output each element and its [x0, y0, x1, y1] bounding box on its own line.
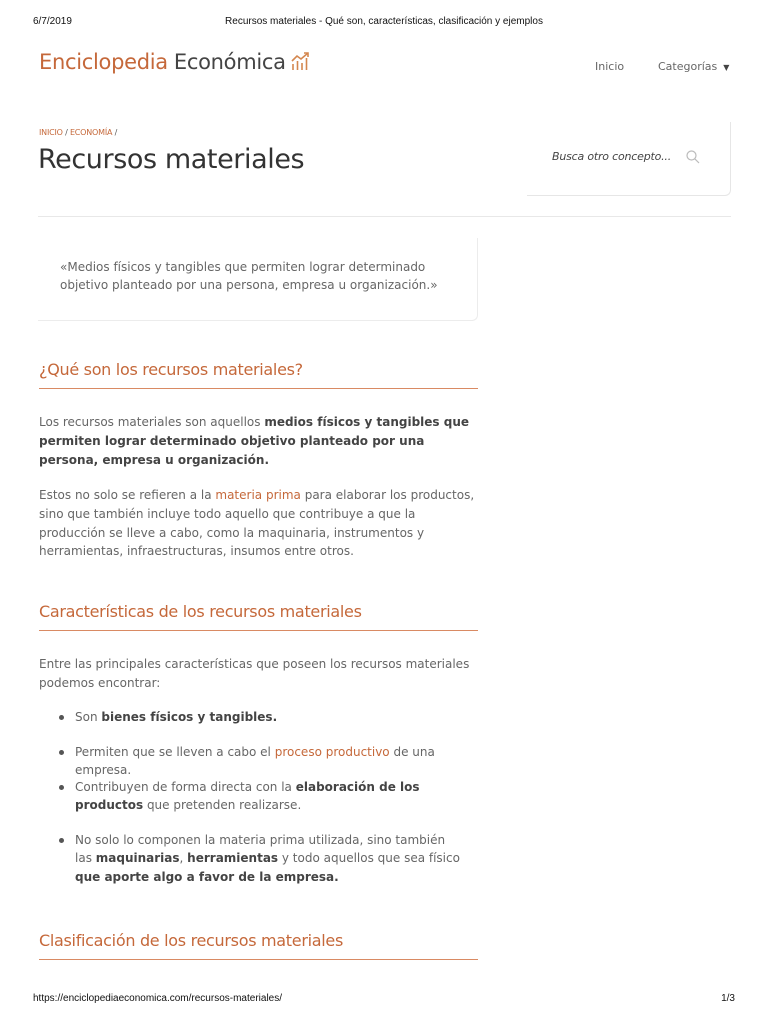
breadcrumb-inicio[interactable]: INICIO [39, 128, 63, 137]
header-divider [38, 216, 731, 217]
nav-categorias-label: Categorías [658, 60, 718, 73]
b4-comma: , [179, 851, 188, 866]
list-item [55, 708, 465, 726]
search-box[interactable] [527, 122, 731, 196]
print-doc-title: Recursos materiales - Qué son, características, clasificación y ejemplos [225, 16, 543, 27]
nav-inicio[interactable]: Inicio [595, 60, 625, 73]
page-title: Recursos materiales [38, 144, 305, 175]
nav-categorias[interactable] [658, 60, 729, 73]
b3-bold: elaboración de los productos [75, 780, 420, 813]
list-item [55, 831, 465, 886]
list-item [55, 778, 465, 815]
definition-quote [38, 238, 478, 321]
b2-text-b: de una empresa. [75, 745, 435, 778]
site-logo[interactable] [39, 50, 311, 74]
link-proceso-productivo[interactable]: proceso productivo [274, 745, 390, 759]
section1-paragraph-2 [39, 486, 479, 561]
b4-bold-1: maquinarias [95, 851, 180, 866]
breadcrumb-economia[interactable]: ECONOMÍA [69, 128, 113, 137]
b3-text-b: que pretenden realizarse. [143, 798, 302, 813]
bar-chart-icon [291, 51, 311, 71]
list-item [55, 743, 465, 780]
breadcrumb-separator: / [65, 128, 68, 137]
b3-text-a: Contribuyen de forma directa con la [75, 780, 296, 794]
logo-text-enciclopedia: Enciclopedia [39, 50, 168, 74]
p1-bold: medios físicos y tangibles que permiten lograr determinado objetivo planteado por una persona, empresa u organización. [39, 415, 470, 467]
breadcrumb-separator: / [114, 128, 118, 137]
section1-paragraph-1 [39, 413, 479, 469]
section-heading-que-son: ¿Qué son los recursos materiales? [39, 360, 478, 389]
print-footer [33, 993, 735, 1004]
print-url: https://enciclopediaeconomica.com/recursos-materiales/ [33, 993, 282, 1004]
b1-text: Son [75, 710, 102, 724]
b4-text-mid: y todo aquellos que sea físico [278, 851, 460, 866]
p1-text: Los recursos materiales son aquellos [39, 415, 265, 429]
p2-text-a: Estos no solo se refieren a la [39, 488, 216, 502]
section2-intro: Entre las principales características que poseen los recursos materiales podemos encontrar: [39, 657, 470, 690]
b2-text-a: Permiten que se lleven a cabo el [75, 745, 275, 759]
search-icon[interactable] [686, 150, 700, 164]
p2-text-b: para elaborar los productos, sino que también incluye todo aquello que contribuye a que la producción se lleve a cabo, como la maquinaria, instrumentos y herramientas, infraestructuras, insumos entre otros. [39, 488, 475, 559]
b4-text-a: No solo lo componen la materia prima utilizada, sino también las [75, 833, 446, 866]
b1-bold: bienes físicos y tangibles. [101, 710, 278, 724]
link-materia-prima[interactable]: materia prima [215, 488, 301, 502]
b4-bold-3: que aporte algo a favor de la empresa. [75, 869, 339, 884]
search-input[interactable]: Busca otro concepto... [552, 150, 672, 163]
breadcrumb [39, 128, 117, 137]
section-heading-caracteristicas: Características de los recursos materiales [39, 602, 478, 631]
section-heading-clasificacion: Clasificación de los recursos materiales [39, 931, 478, 960]
print-date: 6/7/2019 [33, 16, 72, 27]
caret-down-icon: ▼ [723, 63, 730, 72]
print-page-number: 1/3 [721, 993, 735, 1004]
definition-text: «Medios físicos y tangibles que permiten lograr determinado objetivo planteado por una persona, empresa u organización.» [60, 260, 438, 292]
b4-bold-2: herramientas [187, 851, 279, 866]
logo-text-economica: Económica [173, 50, 286, 74]
